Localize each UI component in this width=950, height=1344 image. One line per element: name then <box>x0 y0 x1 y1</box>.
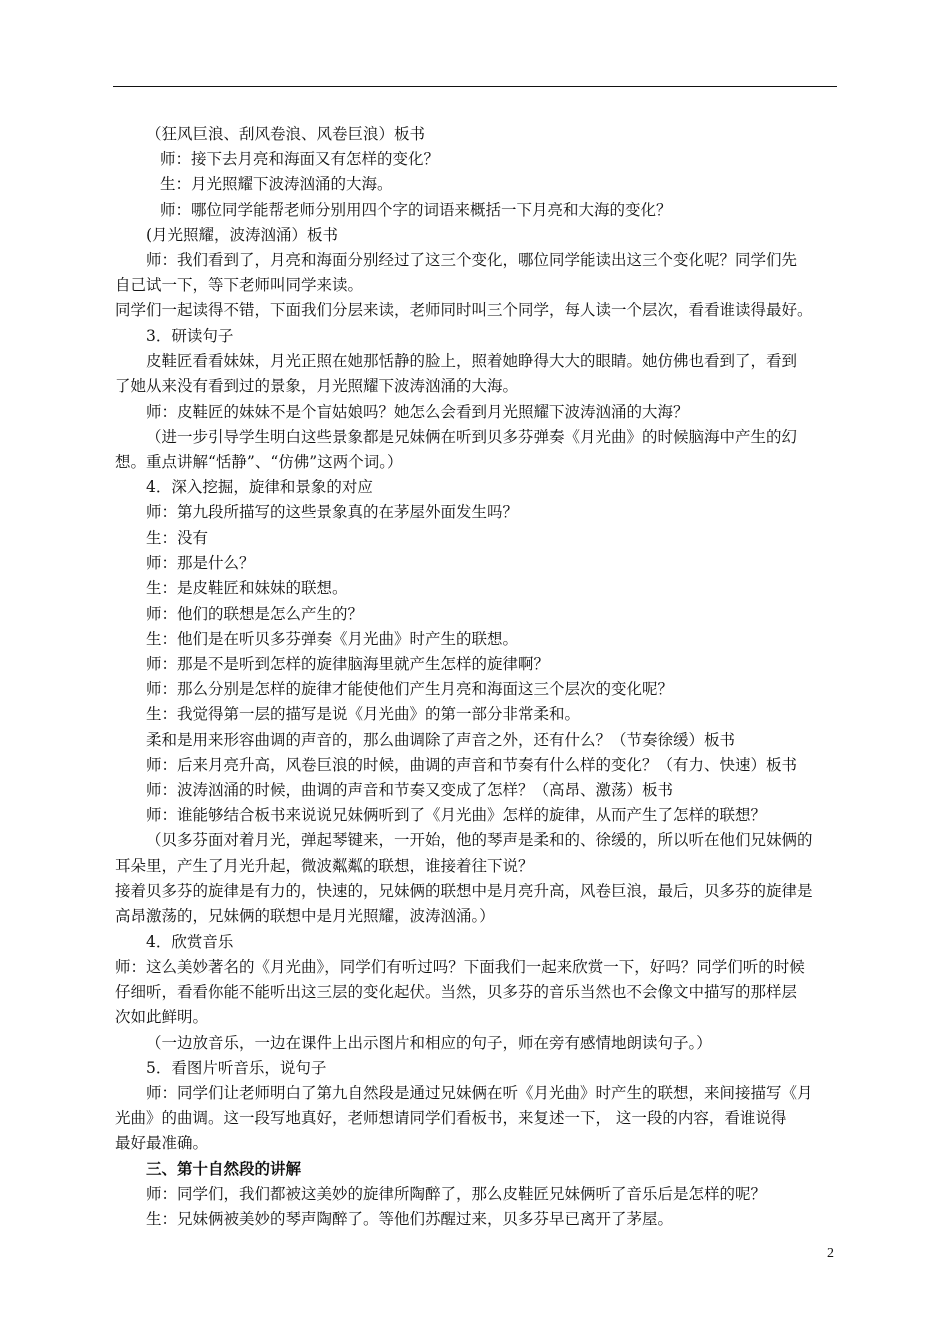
text-line: 师：波涛汹涌的时候，曲调的声音和节奏又变成了怎样？（高昂、激荡）板书 <box>146 781 674 799</box>
text-line: （一边放音乐，一边在课件上出示图片和相应的句子，师在旁有感情地朗读句子。） <box>146 1034 712 1052</box>
text-line: 生：兄妹俩被美妙的琴声陶醉了。等他们苏醒过来，贝多芬早已离开了茅屋。 <box>146 1210 674 1228</box>
text-line: 师：谁能够结合板书来说说兄妹俩听到了《月光曲》怎样的旋律，从而产生了怎样的联想？ <box>146 806 767 824</box>
text-line: 师：接下去月亮和海面又有怎样的变化？ <box>160 150 440 168</box>
text-line: 生：我觉得第一层的描写是说《月光曲》的第一部分非常柔和。 <box>146 705 581 723</box>
text-line: 生：他们是在听贝多芬弹奏《月光曲》时产生的联想。 <box>146 630 519 648</box>
text-line: 自己试一下，等下老师叫同学来读。 <box>115 276 364 294</box>
text-line: 师：我们看到了，月亮和海面分别经过了这三个变化，哪位同学能读出这三个变化呢？同学们先 <box>146 251 798 269</box>
text-line: 师：后来月亮升高，风卷巨浪的时候，曲调的声音和节奏有什么样的变化？（有力、快速）板书 <box>146 756 798 774</box>
text-line: 了她从来没有看到过的景象，月光照耀下波涛汹涌的大海。 <box>115 377 519 395</box>
text-line: 最好最准确。 <box>115 1134 209 1152</box>
section-heading: 4．深入挖掘，旋律和景象的对应 <box>146 478 373 496</box>
section-heading-bold: 三、第十自然段的讲解 <box>146 1159 302 1178</box>
text-line: 师：第九段所描写的这些景象真的在茅屋外面发生吗？ <box>146 503 519 521</box>
text-line: 耳朵里，产生了月光升起，微波粼粼的联想，谁接着往下说？ <box>115 857 534 875</box>
text-line: （进一步引导学生明白这些景象都是兄妹俩在听到贝多芬弹奏《月光曲》的时候脑海中产生的幻 <box>146 428 798 446</box>
text-line: 师：皮鞋匠的妹妹不是个盲姑娘吗？她怎么会看到月光照耀下波涛汹涌的大海？ <box>146 403 689 421</box>
text-line: 皮鞋匠看看妹妹，月光正照在她那恬静的脸上，照着她睁得大大的眼睛。她仿佛也看到了，看到 <box>146 352 798 370</box>
text-line: 接着贝多芬的旋律是有力的，快速的，兄妹俩的联想中是月亮升高，风卷巨浪，最后，贝多芬的旋律是 <box>115 882 813 900</box>
text-line: 生：是皮鞋匠和妹妹的联想。 <box>146 579 348 597</box>
text-line: 次如此鲜明。 <box>115 1008 209 1026</box>
section-heading: 4．欣赏音乐 <box>146 933 234 951</box>
text-line: 师：同学们，我们都被这美妙的旋律所陶醉了，那么皮鞋匠兄妹俩听了音乐后是怎样的呢？ <box>146 1185 767 1203</box>
section-heading: 5．看图片听音乐，说句子 <box>146 1059 327 1077</box>
text-line: 生：月光照耀下波涛汹涌的大海。 <box>160 175 393 193</box>
text-line: （狂风巨浪、刮风卷浪、风卷巨浪）板书 <box>146 125 426 143</box>
section-heading: 3．研读句子 <box>146 327 234 345</box>
text-line: （贝多芬面对着月光，弹起琴键来，一开始，他的琴声是柔和的、徐缓的，所以听在他们兄妹俩的 <box>146 831 813 849</box>
text-line: 光曲》的曲调。这一段写地真好，老师想请同学们看板书，来复述一下， 这一段的内容，看谁说得 <box>115 1109 787 1127</box>
text-line: 高昂激荡的，兄妹俩的联想中是月光照耀，波涛汹涌。） <box>115 907 495 925</box>
text-line: 师：那是不是听到怎样的旋律脑海里就产生怎样的旋律啊？ <box>146 655 550 673</box>
text-line: 同学们一起读得不错，下面我们分层来读，老师同时叫三个同学，每人读一个层次，看看谁读得最好。 <box>115 301 813 319</box>
text-line: 仔细听，看看你能不能听出这三层的变化起伏。当然，贝多芬的音乐当然也不会像文中描写的那样层 <box>115 983 798 1001</box>
text-line: 柔和是用来形容曲调的声音的，那么曲调除了声音之外，还有什么？（节奏徐缓）板书 <box>146 731 736 749</box>
text-line: 师：他们的联想是怎么产生的？ <box>146 605 364 623</box>
text-line: 想。重点讲解“恬静”、“仿佛”这两个词。） <box>115 453 403 471</box>
text-line: 师：哪位同学能帮老师分别用四个字的词语来概括一下月亮和大海的变化？ <box>160 201 672 219</box>
text-line: 师：同学们让老师明白了第九自然段是通过兄妹俩在听《月光曲》时产生的联想，来间接描写《月 <box>146 1084 813 1102</box>
text-line: (月光照耀，波涛汹涌）板书 <box>146 226 339 244</box>
text-line: 生：没有 <box>146 529 209 547</box>
header-rule <box>113 86 837 87</box>
text-line: 师：这么美妙著名的《月光曲》，同学们有听过吗？下面我们一起来欣赏一下，好吗？同学们听的时候 <box>115 958 805 976</box>
text-line: 师：那是什么？ <box>146 554 255 572</box>
text-line: 师：那么分别是怎样的旋律才能使他们产生月亮和海面这三个层次的变化呢？ <box>146 680 674 698</box>
page-number: 2 <box>827 1246 834 1261</box>
